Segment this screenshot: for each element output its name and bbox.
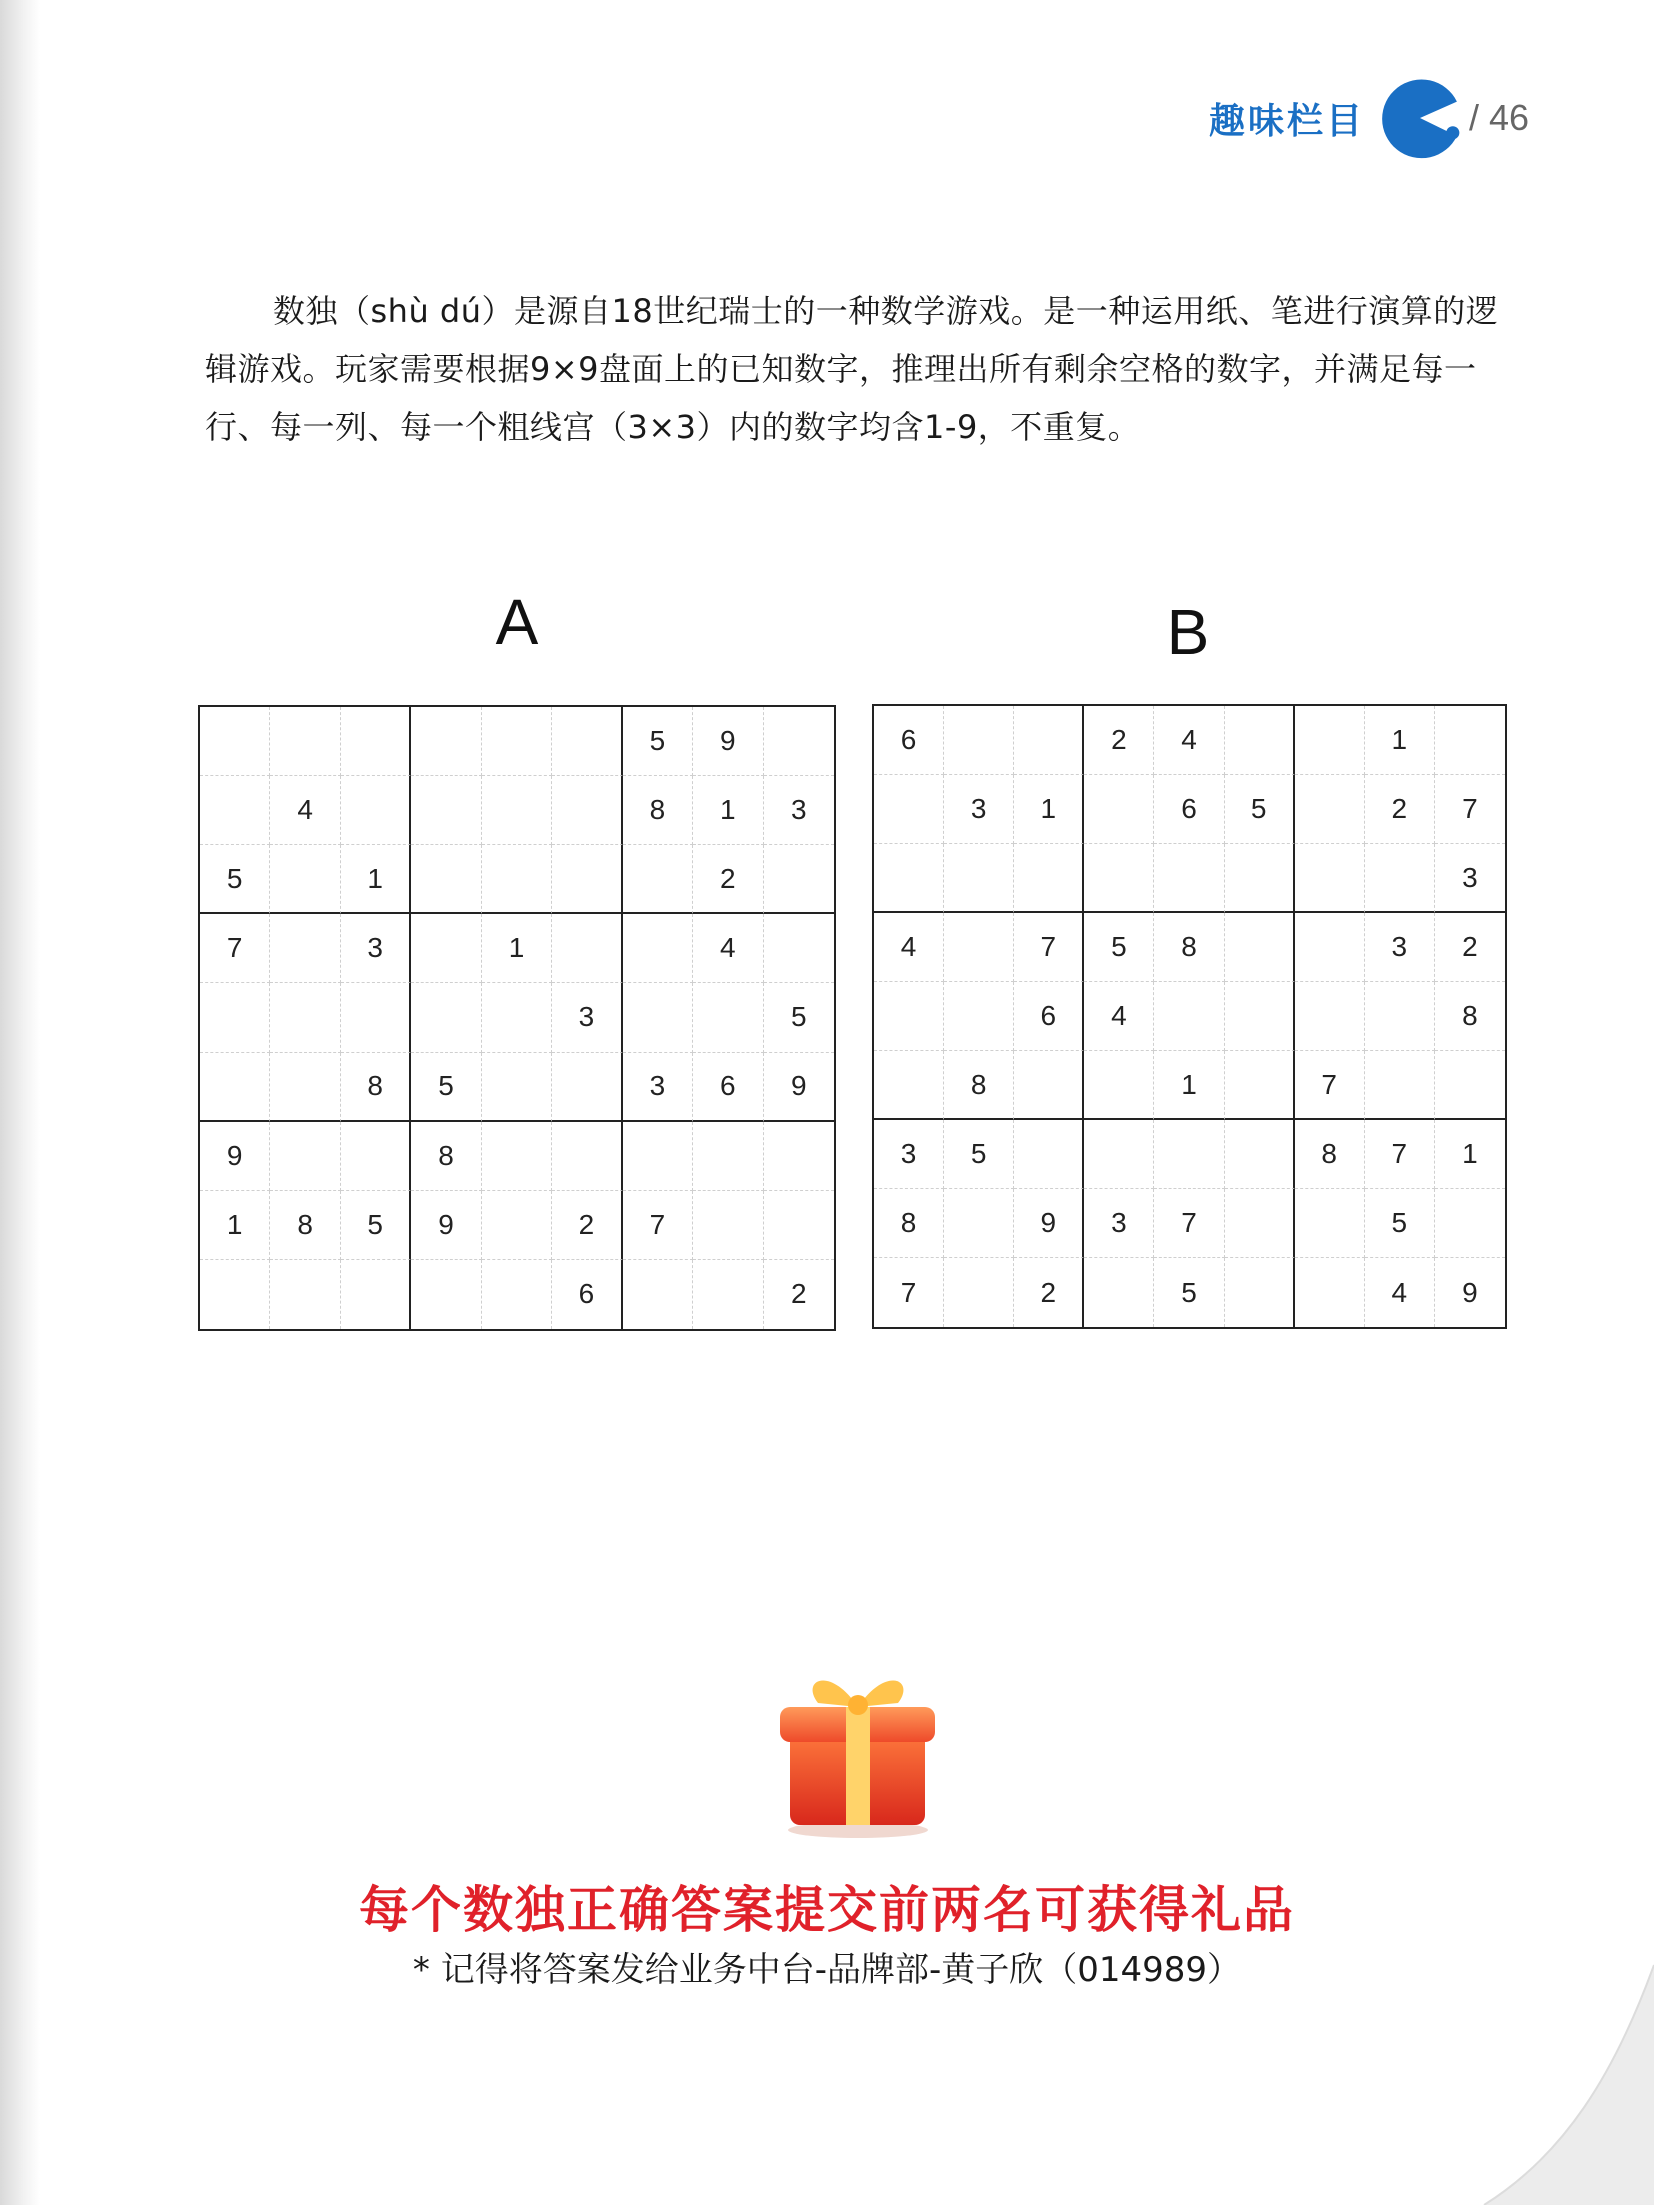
sudoku-cell <box>874 982 944 1051</box>
sudoku-cell <box>1365 1051 1435 1120</box>
sudoku-cell: 4 <box>1365 1258 1435 1327</box>
sudoku-cell <box>552 845 622 914</box>
sudoku-cell <box>1225 913 1295 982</box>
sudoku-cell <box>693 1191 763 1260</box>
sudoku-cell <box>1295 844 1365 913</box>
sudoku-cell: 9 <box>411 1191 481 1260</box>
sudoku-cell <box>200 776 270 845</box>
section-title: 趣味栏目 <box>1208 100 1365 142</box>
sudoku-cell: 8 <box>1154 913 1224 982</box>
sudoku-cell: 3 <box>1435 844 1505 913</box>
sudoku-cell <box>482 845 552 914</box>
sudoku-cell: 3 <box>944 775 1014 844</box>
sudoku-cell: 8 <box>270 1191 340 1260</box>
sudoku-cell <box>411 776 481 845</box>
sudoku-cell <box>552 914 622 983</box>
sudoku-cell <box>411 914 481 983</box>
sudoku-cell <box>1084 1051 1154 1120</box>
sudoku-cell <box>200 1260 270 1329</box>
sudoku-cell <box>200 983 270 1052</box>
sudoku-cell: 4 <box>874 913 944 982</box>
sudoku-cell: 9 <box>200 1122 270 1191</box>
sudoku-cell <box>944 1189 1014 1258</box>
sudoku-cell: 5 <box>411 1053 481 1122</box>
sudoku-cell: 3 <box>341 914 411 983</box>
sudoku-cell: 8 <box>874 1189 944 1258</box>
sudoku-cell: 2 <box>1014 1258 1084 1327</box>
sudoku-cell <box>1295 913 1365 982</box>
sudoku-cell: 1 <box>1435 1120 1505 1189</box>
sudoku-cell: 9 <box>764 1053 834 1122</box>
sudoku-cell: 7 <box>1365 1120 1435 1189</box>
sudoku-cell: 5 <box>1365 1189 1435 1258</box>
sudoku-cell: 4 <box>693 914 763 983</box>
sudoku-cell <box>764 1191 834 1260</box>
sudoku-cell: 8 <box>944 1051 1014 1120</box>
submission-note: * 记得将答案发给业务中台-品牌部-黄子欣（014989） <box>412 1950 1242 1990</box>
sudoku-cell <box>944 913 1014 982</box>
sudoku-cell <box>552 776 622 845</box>
sudoku-cell: 2 <box>1084 706 1154 775</box>
sudoku-grid-a <box>198 705 836 1331</box>
sudoku-cell: 1 <box>1365 706 1435 775</box>
sudoku-cell <box>1225 1051 1295 1120</box>
page-number: / 46 <box>1468 97 1529 138</box>
sudoku-cell <box>1295 1189 1365 1258</box>
sudoku-cell <box>623 845 693 914</box>
sudoku-cell: 6 <box>693 1053 763 1122</box>
sudoku-cell: 8 <box>411 1122 481 1191</box>
sudoku-cell <box>341 707 411 776</box>
sudoku-cell: 5 <box>1154 1258 1224 1327</box>
sudoku-cell <box>874 775 944 844</box>
sudoku-cell: 8 <box>623 776 693 845</box>
sudoku-cell: 1 <box>693 776 763 845</box>
sudoku-cell: 1 <box>1154 1051 1224 1120</box>
sudoku-cell: 3 <box>874 1120 944 1189</box>
sudoku-cell <box>270 914 340 983</box>
sudoku-cell: 1 <box>341 845 411 914</box>
sudoku-cell <box>1435 1051 1505 1120</box>
sudoku-cell <box>1365 982 1435 1051</box>
sudoku-cell: 7 <box>1295 1051 1365 1120</box>
sudoku-cell <box>341 776 411 845</box>
sudoku-cell <box>1295 706 1365 775</box>
sudoku-cell: 5 <box>341 1191 411 1260</box>
sudoku-cell <box>411 983 481 1052</box>
sudoku-cell: 3 <box>552 983 622 1052</box>
sudoku-cell <box>270 1260 340 1329</box>
sudoku-cell <box>693 983 763 1052</box>
sudoku-cell <box>764 1122 834 1191</box>
sudoku-cell <box>552 707 622 776</box>
sudoku-cell: 3 <box>623 1053 693 1122</box>
sudoku-cell <box>944 844 1014 913</box>
sudoku-cell <box>1014 1051 1084 1120</box>
sudoku-cell: 8 <box>1435 982 1505 1051</box>
sudoku-cell <box>1084 844 1154 913</box>
sudoku-cell: 8 <box>341 1053 411 1122</box>
sudoku-cell: 7 <box>1154 1189 1224 1258</box>
sudoku-cell <box>1014 706 1084 775</box>
sudoku-cell <box>1225 1120 1295 1189</box>
puzzle-a-label: A <box>495 586 539 658</box>
sudoku-cell <box>1225 982 1295 1051</box>
sudoku-cell: 6 <box>1154 775 1224 844</box>
sudoku-cell <box>623 1122 693 1191</box>
sudoku-cell <box>482 1191 552 1260</box>
sudoku-cell <box>693 1122 763 1191</box>
sudoku-cell <box>270 707 340 776</box>
sudoku-cell <box>693 1260 763 1329</box>
intro-paragraph: 数独（shù dú）是源自18世纪瑞士的一种数学游戏。是一种运用纸、笔进行演算的逻辑游戏。玩家需要根据9×9盘面上的已知数字，推理出所有剩余空格的数字，并满足每一行、每一列、每一个粗线宫（3×3）内的数字均含1-9，不重复。 <box>205 292 1499 446</box>
sudoku-cell: 2 <box>693 845 763 914</box>
sudoku-cell: 7 <box>623 1191 693 1260</box>
sudoku-cell <box>411 845 481 914</box>
sudoku-cell <box>482 1122 552 1191</box>
sudoku-cell <box>764 845 834 914</box>
page-curl <box>1414 1905 1654 2205</box>
sudoku-cell <box>1435 1189 1505 1258</box>
sudoku-cell <box>1014 844 1084 913</box>
sudoku-cell <box>1014 1120 1084 1189</box>
sudoku-cell <box>1225 706 1295 775</box>
sudoku-cell: 2 <box>790 1278 807 1310</box>
sudoku-cell <box>1225 1189 1295 1258</box>
sudoku-cell: 7 <box>1014 913 1084 982</box>
sudoku-cell <box>482 1260 552 1329</box>
sudoku-cell: 7 <box>1435 775 1505 844</box>
sudoku-cell <box>1084 1258 1154 1327</box>
sudoku-cell <box>341 1122 411 1191</box>
sudoku-cell: 1 <box>200 1191 270 1260</box>
sudoku-cell: 1 <box>482 914 552 983</box>
sudoku-cell <box>552 1122 622 1191</box>
sudoku-cell <box>944 706 1014 775</box>
sudoku-cell <box>200 1053 270 1122</box>
sudoku-cell <box>1365 844 1435 913</box>
sudoku-cell <box>874 1051 944 1120</box>
sudoku-cell <box>623 914 693 983</box>
sudoku-cell: 9 <box>1014 1189 1084 1258</box>
sudoku-cell <box>1084 775 1154 844</box>
sudoku-cell: 5 <box>764 983 834 1052</box>
sudoku-cell: 8 <box>1295 1120 1365 1189</box>
sudoku-cell <box>411 1260 481 1329</box>
gift-box-icon <box>770 1645 945 1840</box>
sudoku-cell <box>623 1260 693 1329</box>
sudoku-cell: 4 <box>1154 706 1224 775</box>
sudoku-cell <box>482 983 552 1052</box>
sudoku-cell <box>270 1122 340 1191</box>
sudoku-cell <box>1295 982 1365 1051</box>
sudoku-cell <box>1435 706 1505 775</box>
sudoku-cell <box>341 1260 411 1329</box>
sudoku-cell <box>1154 844 1224 913</box>
sudoku-cell <box>764 707 834 776</box>
sudoku-cell: 7 <box>200 914 270 983</box>
sudoku-cell <box>874 844 944 913</box>
sudoku-cell <box>1084 1120 1154 1189</box>
sudoku-cell: 5 <box>944 1120 1014 1189</box>
sudoku-cell <box>1154 1120 1224 1189</box>
prize-announcement: 每个数独正确答案提交前两名可获得礼品 <box>359 1881 1295 1939</box>
sudoku-cell: 2 <box>1365 775 1435 844</box>
sudoku-cell <box>270 983 340 1052</box>
sudoku-cell: 5 <box>1084 913 1154 982</box>
sudoku-cell <box>1295 775 1365 844</box>
sudoku-cell <box>623 983 693 1052</box>
puzzle-b-label: B <box>1166 596 1210 668</box>
sudoku-cell <box>1154 982 1224 1051</box>
sudoku-cell: 7 <box>874 1258 944 1327</box>
sudoku-cell <box>270 845 340 914</box>
sudoku-cell: 5 <box>1225 775 1295 844</box>
sudoku-cell: 6 <box>1014 982 1084 1051</box>
sudoku-cell <box>1225 844 1295 913</box>
sudoku-cell <box>482 707 552 776</box>
sudoku-cell: 4 <box>1084 982 1154 1051</box>
sudoku-cell <box>944 1258 1014 1327</box>
sudoku-grid-b <box>872 704 1507 1329</box>
sudoku-cell <box>482 776 552 845</box>
sudoku-cell <box>200 707 270 776</box>
sudoku-cell: 2 <box>552 1191 622 1260</box>
sudoku-cell: 5 <box>623 707 693 776</box>
sudoku-cell <box>944 982 1014 1051</box>
sudoku-cell: 4 <box>270 776 340 845</box>
sudoku-cell: 9 <box>1462 1276 1478 1308</box>
sudoku-cell: 2 <box>1435 913 1505 982</box>
sudoku-cell: 3 <box>1084 1189 1154 1258</box>
sudoku-cell: 9 <box>693 707 763 776</box>
page-header <box>1209 78 1529 158</box>
pacman-logo-icon <box>1379 77 1461 159</box>
sudoku-cell: 3 <box>764 776 834 845</box>
sudoku-cell <box>482 1053 552 1122</box>
sudoku-cell: 5 <box>200 845 270 914</box>
sudoku-cell: 6 <box>874 706 944 775</box>
sudoku-cell <box>411 707 481 776</box>
sudoku-cell <box>341 983 411 1052</box>
sudoku-cell <box>1295 1258 1365 1327</box>
sudoku-cell <box>1225 1258 1295 1327</box>
sudoku-cell: 3 <box>1365 913 1435 982</box>
sudoku-cell <box>764 914 834 983</box>
sudoku-cell: 1 <box>1014 775 1084 844</box>
sudoku-cell <box>552 1053 622 1122</box>
sudoku-cell <box>270 1053 340 1122</box>
sudoku-cell: 6 <box>552 1260 622 1329</box>
